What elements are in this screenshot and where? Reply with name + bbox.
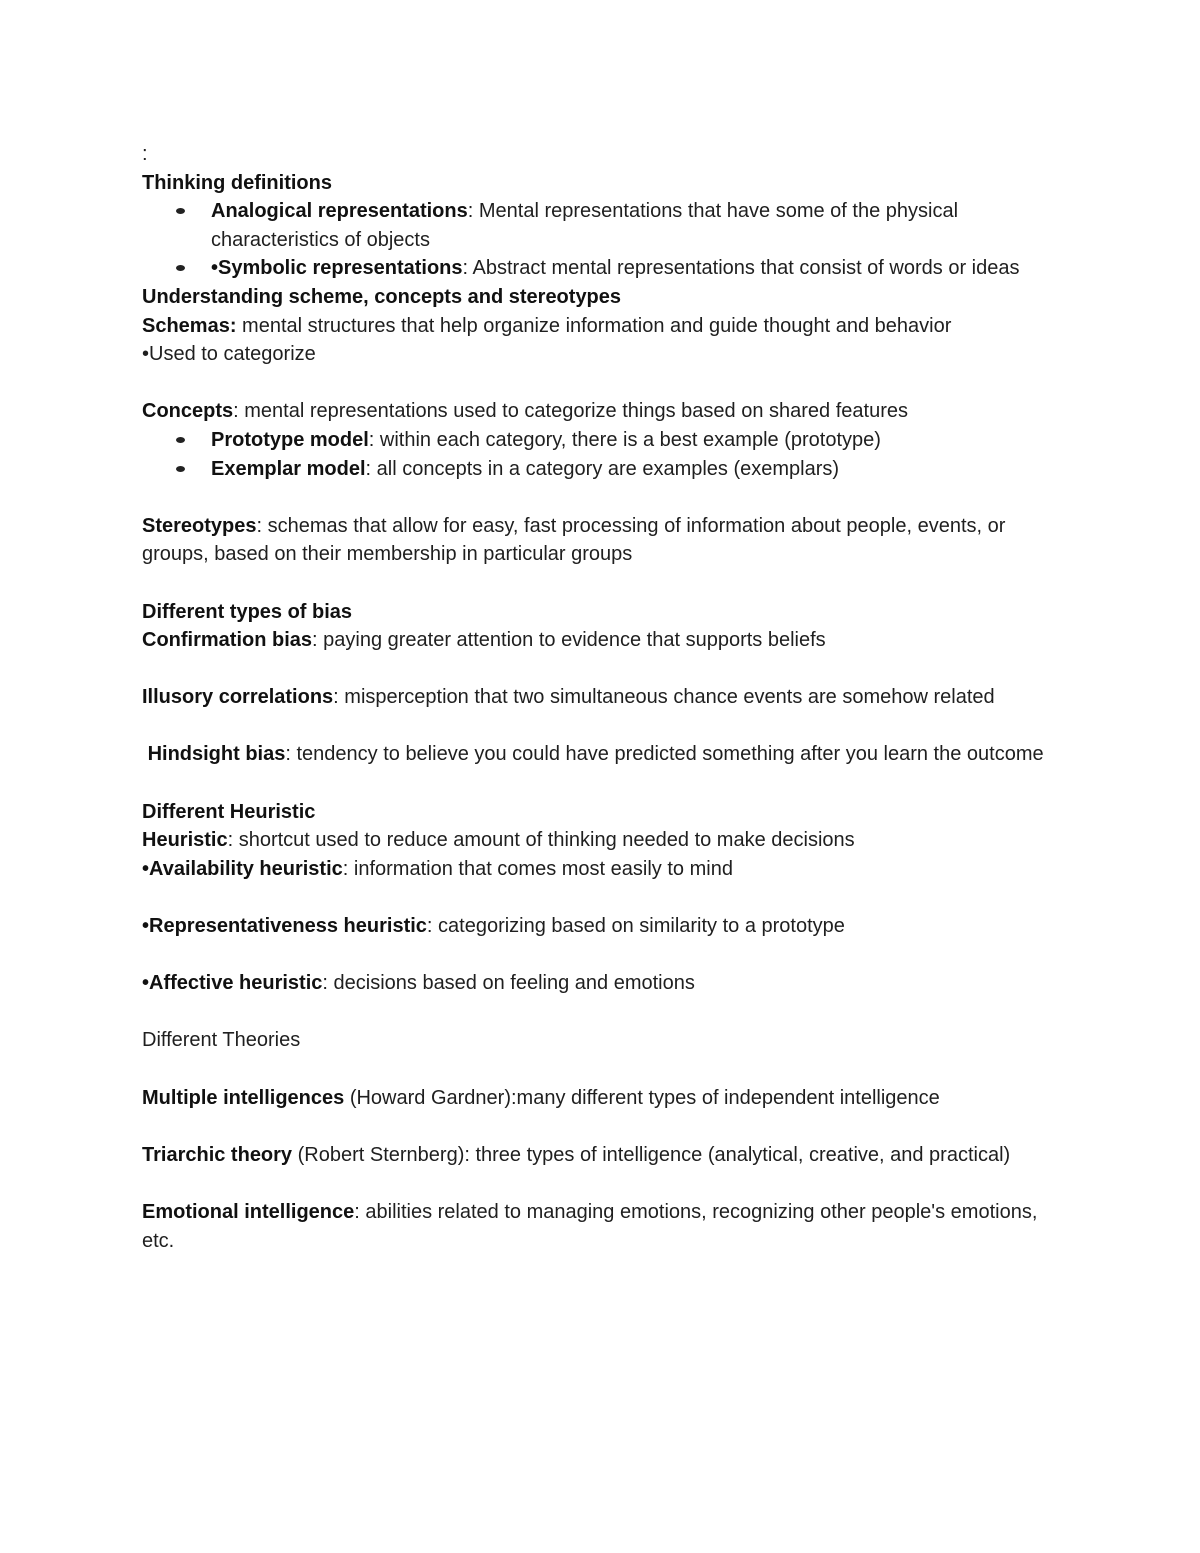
definition: : mental representations used to categorize things based on shared features — [233, 400, 908, 423]
spacer — [142, 569, 1062, 598]
definition: : shortcut used to reduce amount of thinking needed to make decisions — [227, 829, 855, 852]
confirmation-bias-entry — [142, 626, 1062, 655]
term: Analogical representations — [211, 200, 468, 223]
understanding-heading — [142, 283, 1062, 312]
bias-heading — [142, 598, 1062, 627]
spacer — [142, 369, 1062, 398]
spacer — [142, 998, 1062, 1027]
lead-colon: : — [142, 143, 148, 165]
schemas-entry — [142, 312, 1062, 341]
availability-heuristic-entry — [142, 855, 1062, 884]
definition: (Robert Sternberg): three types of intelligence (analytical, creative, and practical) — [292, 1143, 1011, 1166]
spacer — [142, 1169, 1062, 1198]
definition: : tendency to believe you could have predicted something after you learn the outcome — [285, 743, 1044, 766]
bullet-icon — [176, 208, 185, 214]
definition: : abilities related to managing emotions, recognizing other people's emotions, etc. — [142, 1200, 1043, 1252]
term: Prototype model — [211, 428, 369, 451]
heuristic-heading — [142, 798, 1062, 827]
thinking-list — [142, 197, 1062, 283]
stereotypes-entry — [142, 512, 1062, 569]
section-heading: Different types of bias — [142, 600, 353, 623]
bullet-icon — [176, 265, 185, 271]
term: •Representativeness heuristic — [142, 915, 427, 938]
definition: mental structures that help organize information and guide thought and behavior — [236, 314, 952, 337]
spacer — [142, 483, 1062, 512]
term: Emotional intelligence — [142, 1200, 355, 1223]
spacer — [142, 1055, 1062, 1084]
list-item — [211, 254, 1062, 283]
triarchic-theory-entry — [142, 1141, 1062, 1170]
definition: : categorizing based on similarity to a prototype — [426, 915, 845, 938]
term: Schemas: — [142, 314, 237, 337]
bullet-icon — [176, 466, 185, 472]
section-heading: Thinking definitions — [142, 171, 332, 194]
definition: : Abstract mental representations that consist of words or ideas — [462, 257, 1020, 280]
concepts-entry — [142, 397, 1062, 426]
theories-heading: Different Theories — [142, 1029, 301, 1052]
section-heading: Different Heuristic — [142, 800, 316, 823]
term: Stereotypes — [142, 514, 257, 537]
definition: : information that comes most easily to mind — [342, 857, 733, 880]
list-item — [211, 426, 1062, 455]
term: •Availability heuristic — [142, 857, 343, 880]
definition: : within each category, there is a best example (prototype) — [368, 428, 881, 451]
term: Multiple intelligences — [142, 1086, 345, 1109]
thinking-heading — [142, 169, 1062, 198]
definition: : paying greater attention to evidence that supports beliefs — [312, 629, 826, 652]
term: Triarchic theory — [142, 1143, 293, 1166]
term: Illusory correlations — [142, 686, 334, 709]
spacer — [142, 883, 1062, 912]
list-item — [211, 455, 1062, 484]
term: •Symbolic representations — [211, 257, 463, 280]
term: Concepts — [142, 400, 234, 423]
definition: : schemas that allow for easy, fast processing of information about people, events, or groups, based on their membership in particular groups — [142, 514, 1011, 566]
spacer — [142, 712, 1062, 741]
definition: : decisions based on feeling and emotions — [322, 972, 695, 995]
definition: (Howard Gardner):many different types of independent intelligence — [344, 1086, 940, 1109]
spacer — [142, 941, 1062, 970]
section-heading: Understanding scheme, concepts and stereotypes — [142, 285, 622, 308]
definition: : all concepts in a category are examples (exemplars) — [365, 457, 840, 480]
document-page — [142, 140, 1062, 1255]
bullet-icon — [176, 437, 185, 443]
term: •Affective heuristic — [142, 972, 323, 995]
affective-heuristic-entry — [142, 969, 1062, 998]
schemas-note: •Used to categorize — [142, 343, 316, 366]
list-item — [211, 197, 1062, 254]
definition: : Mental representations that have some of the physical characteristics of objects — [211, 200, 959, 251]
heuristic-entry — [142, 826, 1062, 855]
emotional-intelligence-entry — [142, 1198, 1062, 1255]
illusory-correlations-entry — [142, 683, 1062, 712]
term: Exemplar model — [211, 457, 366, 480]
term: Confirmation bias — [142, 629, 313, 652]
concepts-list — [142, 426, 1062, 483]
hindsight-bias-entry — [142, 740, 1062, 769]
spacer — [142, 655, 1062, 684]
spacer — [142, 1112, 1062, 1141]
representativeness-heuristic-entry — [142, 912, 1062, 941]
multiple-intelligences-entry — [142, 1084, 1062, 1113]
spacer — [142, 769, 1062, 798]
term: Hindsight bias — [142, 743, 286, 766]
definition: : misperception that two simultaneous chance events are somehow related — [333, 686, 995, 709]
term: Heuristic — [142, 829, 228, 852]
